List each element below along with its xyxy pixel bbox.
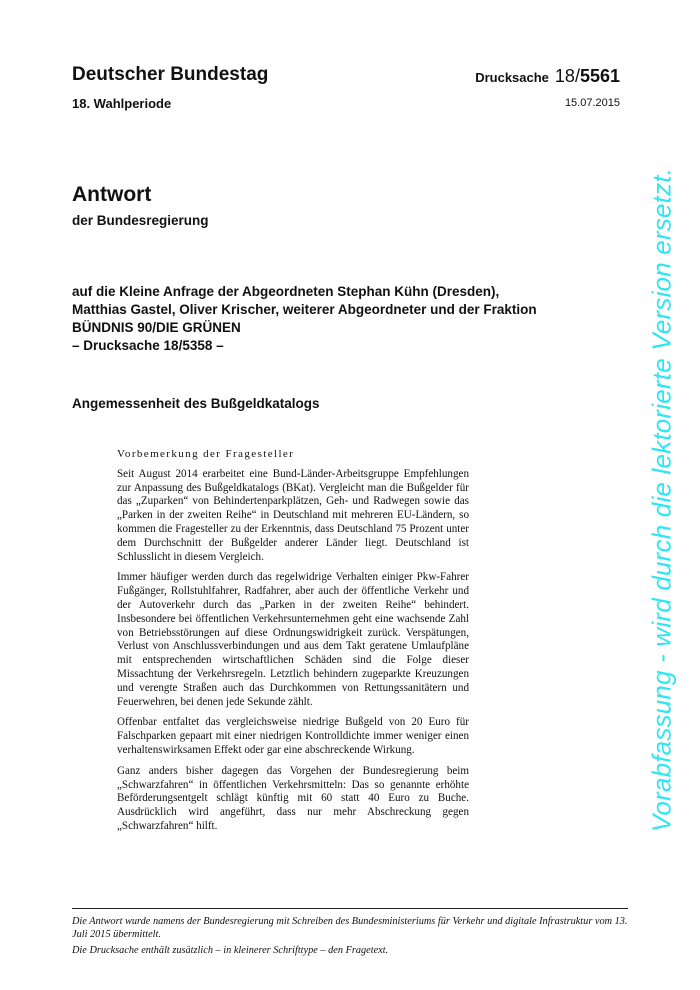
anfrage-line: – Drucksache 18/5358 –	[72, 338, 224, 353]
institution-name: Deutscher Bundestag	[72, 64, 269, 85]
body-paragraph: Ganz anders bisher dagegen das Vorgehen der Bundesregierung beim „Schwarzfahren“ in öffentlichen Verkehrsmitteln: Das so genannte erhöhte Beförderungsentgelt schlägt künftig mit 60 statt 40 Euro zu Buche. Ausdrücklich wird angeführt, dass nur mehr Abschreckung gegen „Schwarzfahren“ hilft.	[117, 764, 469, 832]
anfrage-line: auf die Kleine Anfrage der Abgeordneten Stephan Kühn (Dresden),	[72, 284, 500, 299]
subject-heading: Angemessenheit des Bußgeldkatalogs	[72, 396, 320, 411]
footer-note: Die Drucksache enthält zusätzlich – in kleinerer Schrifttype – den Fragetext.	[72, 945, 389, 956]
anfrage-reference	[72, 283, 572, 355]
document-date: 15.07.2015	[564, 97, 620, 109]
vorbemerkung-section	[117, 448, 469, 841]
document-title: Antwort	[72, 183, 152, 206]
drucksache-prefix: 18/	[554, 66, 580, 86]
body-paragraph: Seit August 2014 erarbeitet eine Bund-Länder-Arbeitsgruppe Empfehlungen zur Anpassung des Bußgeldkatalogs (BKat). Vergleicht man die Bußgelder für das „Zuparken“ von Behindertenparkplätzen, Geh- und Radwegen sowie das „Parken in der zweiten Reihe“ in Deutschland mit mehreren EU-Ländern, so kommen die Fragesteller zu der Erkenntnis, dass Deutschland 75 Prozent unter dem Durchschnitt der Bußgelder anderer Länder liegt. Deutschland ist Schlusslicht in diesem Vergleich.	[117, 467, 469, 563]
draft-watermark: Vorabfassung - wird durch die lektorierte Version ersetzt.	[646, 167, 677, 833]
body-paragraph: Immer häufiger werden durch das regelwidrige Verhalten einiger Pkw-Fahrer Fußgänger, Rollstuhlfahrer, Radfahrer, aber auch der öffentliche Verkehr und der Autoverkehr durch das „Parken in der zweiten Reihe“ behindert. Insbesondere bei öffentlichen Verkehrsunternehmen geht eine wachsende Zahl von Betriebsstörungen auf diese Ordnungswidrigkeit zurück. Verspätungen, Verlust von Anschlussverbindungen und aus dem Takt geratene Umlaufpläne mit entsprechenden wirtschaftlichen Schäden sind die Folge dieser Missachtung der Verkehrsregeln. Letztlich behindern zugeparkte Kreuzungen und verengte Straßen auch das Durchkommen von Rettungssanitätern und Feuerwehren, bei denen jede Sekunde zählt.	[117, 571, 469, 708]
footer-note: Die Antwort wurde namens der Bundesregierung mit Schreiben des Bundesministeriums für Verkehr und digitale Infrastruktur vom 13. Juli 2015 übermittelt.	[72, 916, 628, 940]
anfrage-line: Matthias Gastel, Oliver Krischer, weiterer Abgeordneter und der Fraktion	[72, 302, 537, 317]
drucksache-id: 5561	[579, 66, 620, 86]
anfrage-line: BÜNDNIS 90/DIE GRÜNEN	[72, 320, 241, 335]
wahlperiode: 18. Wahlperiode	[72, 96, 172, 111]
document-subtitle: der Bundesregierung	[72, 213, 209, 228]
body-paragraph: Offenbar entfaltet das vergleichsweise niedrige Bußgeld von 20 Euro für Falschparken gepaart mit einer niedrigen Kontrolldichte immer weniger einen verhaltenswirksamen Effekt oder gar eine abschreckende Wirkung.	[117, 716, 469, 756]
footer-notes	[72, 915, 628, 960]
drucksache-number	[475, 66, 620, 87]
drucksache-label: Drucksache	[475, 70, 549, 85]
footer-divider	[72, 908, 628, 909]
vorbemerkung-heading: Vorbemerkung der Fragesteller	[117, 448, 295, 460]
